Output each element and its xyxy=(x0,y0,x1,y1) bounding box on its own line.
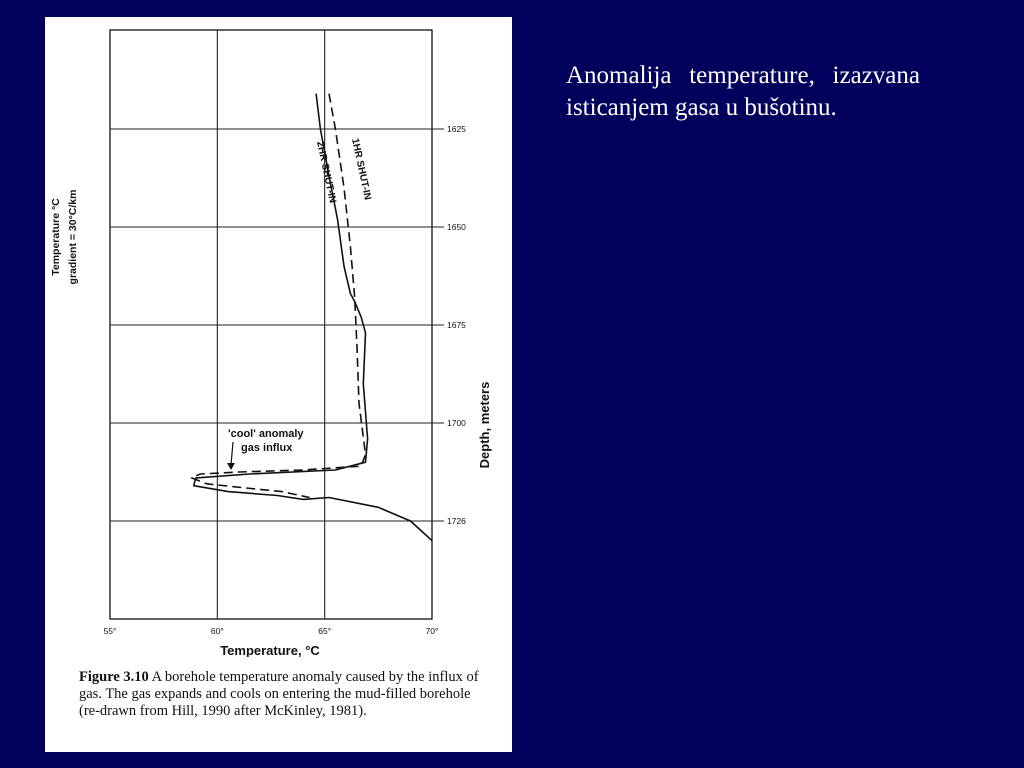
x-axis-label: Temperature, °C xyxy=(220,643,320,657)
annotation-arrow-head xyxy=(227,463,235,470)
x-tick-label: 70° xyxy=(425,626,439,636)
y-tick-label: 1675 xyxy=(447,320,466,330)
series-label-1hr: 1HR SHUT-IN xyxy=(349,137,373,202)
y-tick-label: 1726 xyxy=(447,516,466,526)
x-tick-label: 65° xyxy=(318,626,332,636)
series-line-2hr-shut-in xyxy=(194,94,432,541)
gradient-label-line1: Temperature °C xyxy=(50,198,62,276)
y-tick-label: 1700 xyxy=(447,418,466,428)
slide-body-text: Anomalija temperature, izazvana isticanjem gasa u bušotinu. xyxy=(566,62,920,121)
y-tick-label: 1625 xyxy=(447,124,466,134)
figure-card xyxy=(45,17,512,752)
x-tick-label: 60° xyxy=(210,626,224,636)
annotation-arrow-shaft xyxy=(231,442,233,465)
annotation-line1: 'cool' anomaly xyxy=(228,428,304,440)
y-tick-label: 1650 xyxy=(447,222,466,232)
caption-label: Figure 3.10 xyxy=(79,669,149,685)
y-axis-label: Depth, meters xyxy=(477,381,492,469)
x-tick-label: 55° xyxy=(103,626,117,636)
series-label-2hr: 2HR SHUT-IN xyxy=(314,140,338,205)
annotation-line2: gas influx xyxy=(241,442,293,454)
temperature-depth-chart xyxy=(45,17,512,657)
caption-text: A borehole temperature anomaly caused by the influx of gas. The gas expands and cools on entering the mud-filled borehole (re-drawn from Hill, 1990 after McKinley, 1981). xyxy=(79,669,479,719)
gradient-label-line2: gradient = 30°C/km xyxy=(67,189,79,285)
figure-caption xyxy=(79,669,489,720)
